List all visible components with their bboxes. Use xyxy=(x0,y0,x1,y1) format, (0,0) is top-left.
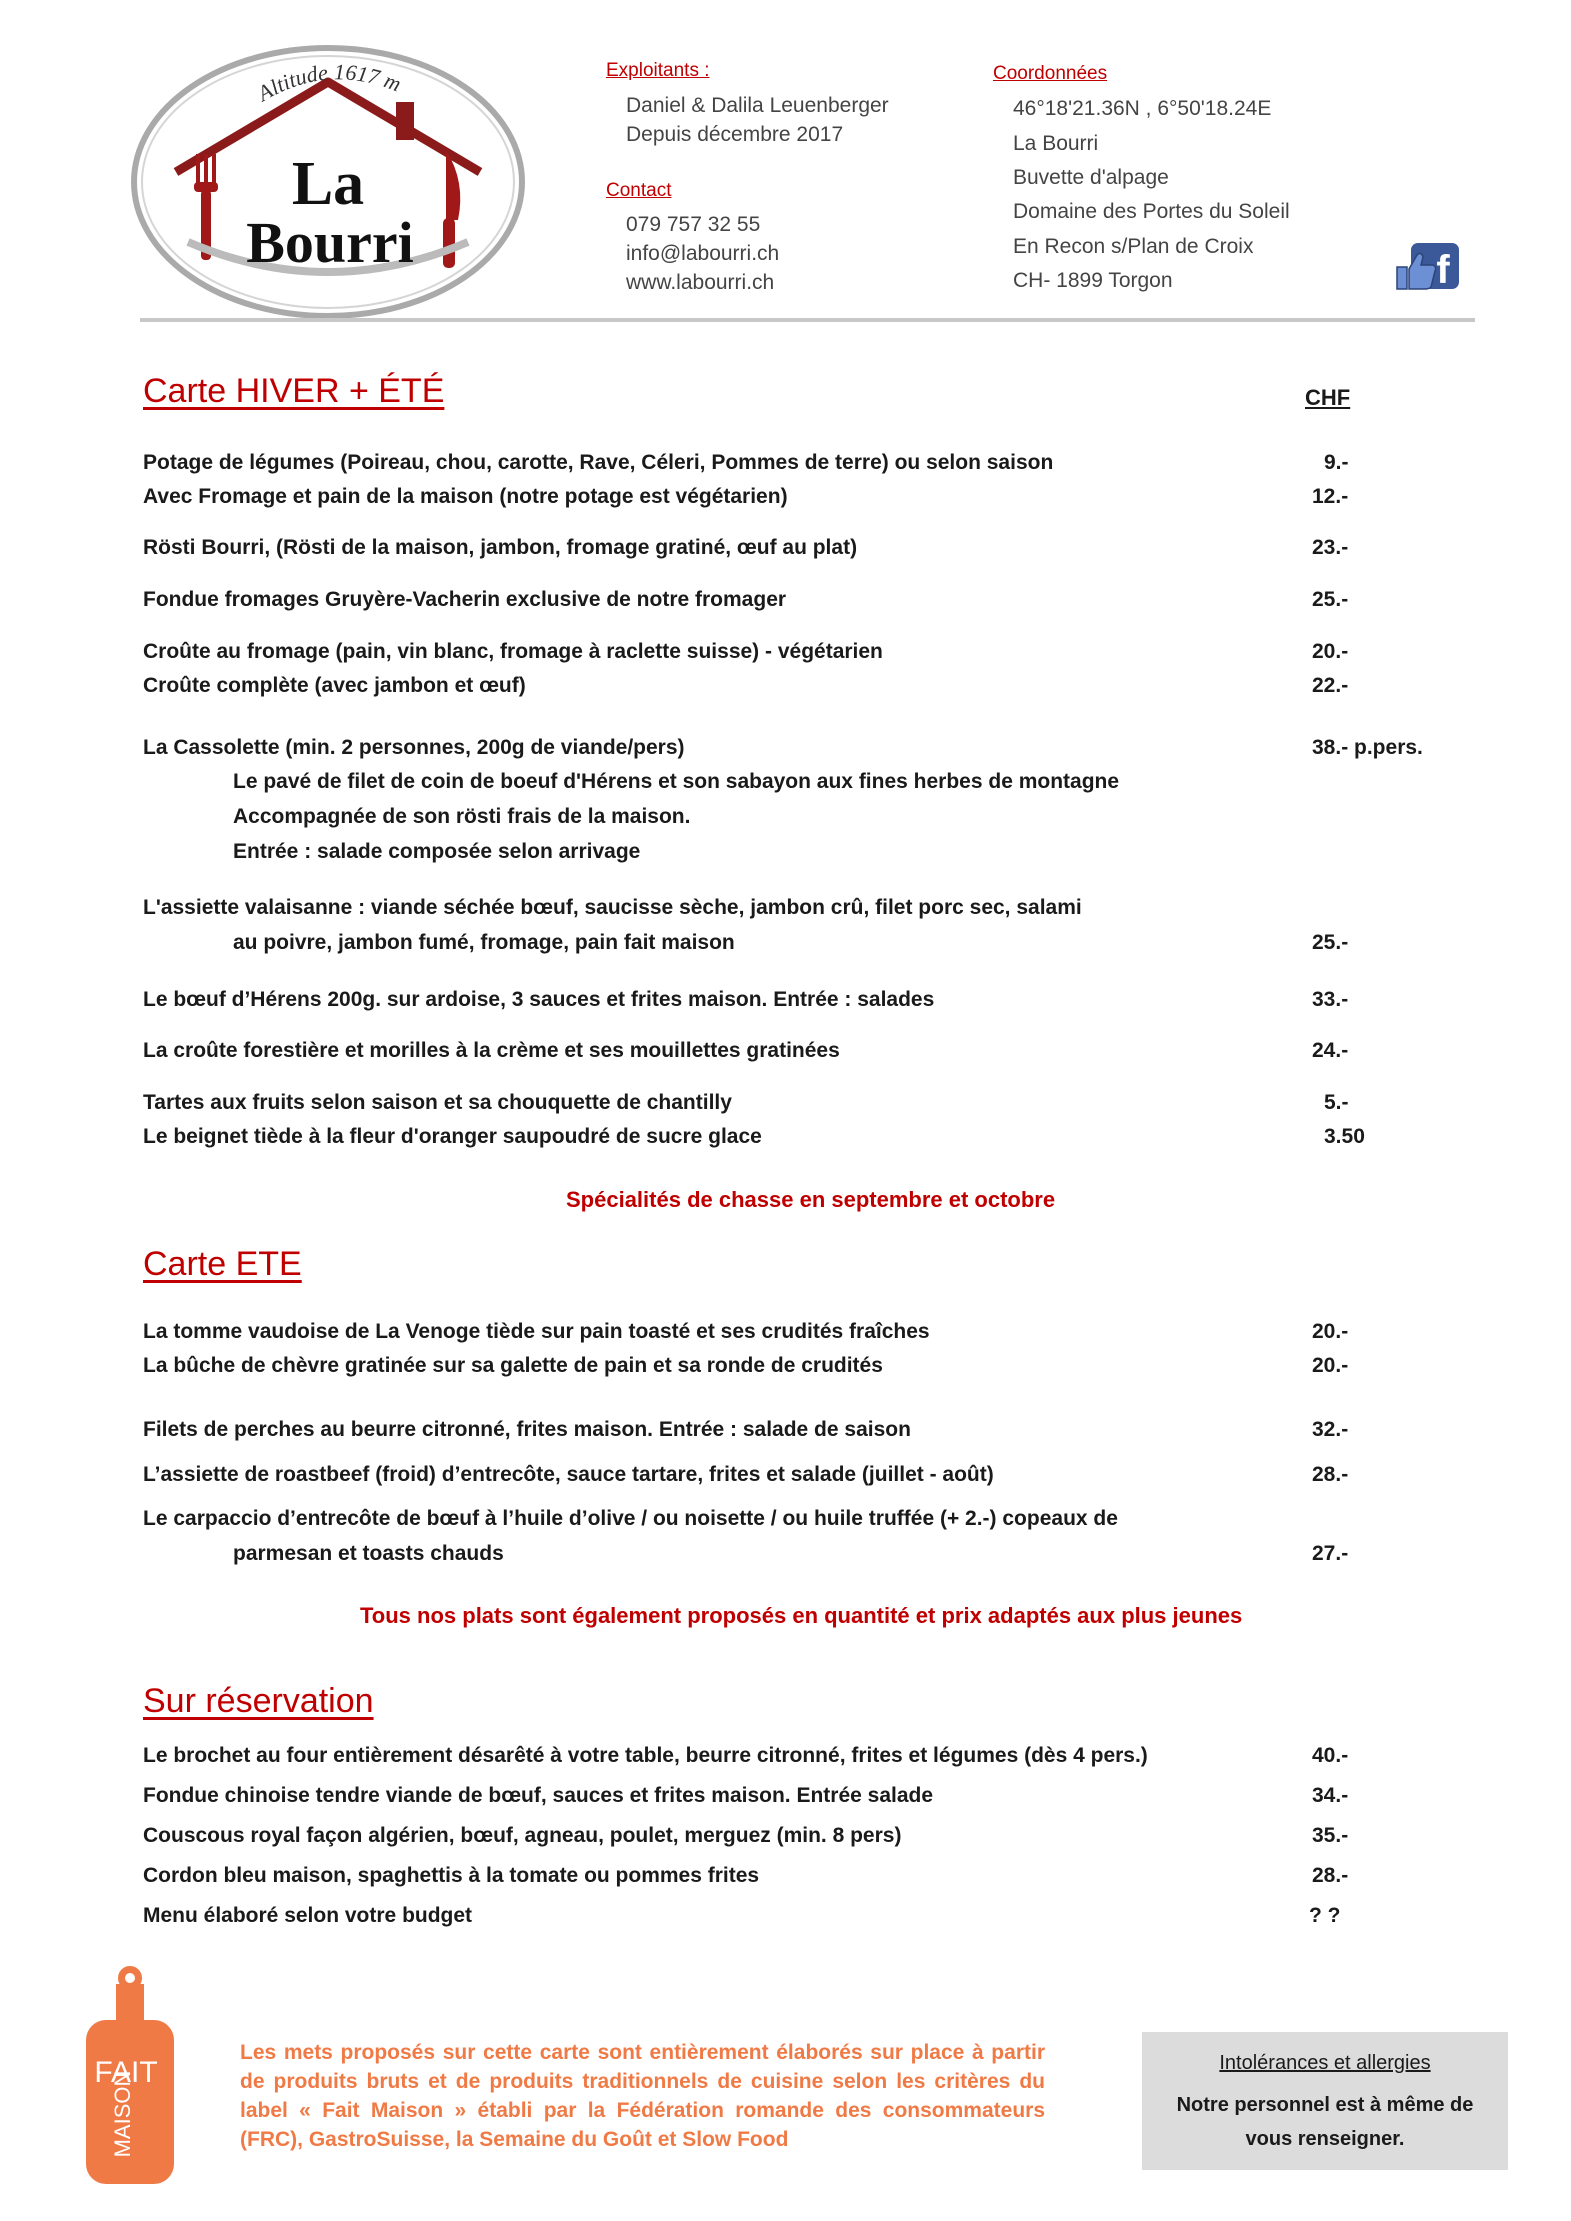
menu-price: 40.- xyxy=(1312,1744,1349,1767)
coordonnees-lieu: En Recon s/Plan de Croix xyxy=(1013,235,1254,258)
menu-item: Croûte complète (avec jambon et œuf) xyxy=(143,674,526,697)
coordonnees-type: Buvette d'alpage xyxy=(1013,166,1169,189)
menu-item: La Cassolette (min. 2 personnes, 200g de viande/pers) xyxy=(143,736,685,759)
exploitants-names: Daniel & Dalila Leuenberger xyxy=(626,94,889,117)
exploitants-title: Exploitants : xyxy=(606,60,710,81)
menu-price: ? ? xyxy=(1309,1904,1341,1927)
menu-item: Fondue fromages Gruyère-Vacherin exclusive de notre fromager xyxy=(143,588,787,611)
menu-price: 12.- xyxy=(1312,485,1349,508)
menu-price: 25.- xyxy=(1312,931,1349,954)
contact-phone[interactable]: 079 757 32 55 xyxy=(626,213,761,236)
menu-item: Rösti Bourri, (Rösti de la maison, jambon, fromage gratiné, œuf au plat) xyxy=(143,536,858,559)
menu-item: Menu élaboré selon votre budget xyxy=(143,1904,473,1927)
menu-item-detail: Accompagnée de son rösti frais de la maison. xyxy=(233,805,691,828)
menu-item: Potage de légumes (Poireau, chou, carotte, Rave, Céleri, Pommes de terre) ou selon saison xyxy=(143,451,1054,474)
menu-item: Croûte au fromage (pain, vin blanc, fromage à raclette suisse) - végétarien xyxy=(143,640,883,663)
la-bourri-logo xyxy=(128,42,528,322)
menu-item-detail: Entrée : salade composée selon arrivage xyxy=(233,840,641,863)
menu-price: 20.- xyxy=(1312,1354,1349,1377)
menu-item: Fondue chinoise tendre viande de bœuf, sauces et frites maison. Entrée salade xyxy=(143,1784,934,1807)
menu-item-detail: au poivre, jambon fumé, fromage, pain fait maison xyxy=(233,931,735,954)
children-portions-note: Tous nos plats sont également proposés en quantité et prix adaptés aux plus jeunes xyxy=(360,1603,1243,1628)
menu-item-detail: Le pavé de filet de coin de boeuf d'Hérens et son sabayon aux fines herbes de montagne xyxy=(233,770,1120,793)
menu-item: Couscous royal façon algérien, bœuf, agneau, poulet, merguez (min. 8 pers) xyxy=(143,1824,902,1847)
menu-item: L'assiette valaisanne : viande séchée bœuf, saucisse sèche, jambon crû, filet porc sec, salami xyxy=(143,896,1082,919)
coordonnees-title: Coordonnées xyxy=(993,63,1108,84)
menu-item: La bûche de chèvre gratinée sur sa galette de pain et sa ronde de crudités xyxy=(143,1354,883,1377)
menu-price: 23.- xyxy=(1312,536,1349,559)
contact-title: Contact xyxy=(606,180,672,201)
menu-item: Le beignet tiède à la fleur d'oranger saupoudré de sucre glace xyxy=(143,1125,762,1148)
allergy-title: Intolérances et allergies xyxy=(1219,2052,1431,2074)
menu-price: 32.- xyxy=(1312,1418,1349,1441)
section-title-ete: Carte ETE xyxy=(143,1245,302,1283)
allergy-info-box xyxy=(1142,2032,1508,2170)
menu-price: 35.- xyxy=(1312,1824,1349,1847)
menu-price: 27.- xyxy=(1312,1542,1349,1565)
coordonnees-domaine: Domaine des Portes du Soleil xyxy=(1013,200,1290,223)
menu-price: 25.- xyxy=(1312,588,1349,611)
menu-item: Le brochet au four entièrement désarêté à votre table, beurre citronné, frites et légumes (dès 4 pers.) xyxy=(143,1744,1148,1767)
menu-price: 38.- p.pers. xyxy=(1312,736,1423,759)
coordonnees-gps: 46°18'21.36N , 6°50'18.24E xyxy=(1013,97,1272,120)
contact-website[interactable]: www.labourri.ch xyxy=(626,271,775,294)
menu-price: 24.- xyxy=(1312,1039,1349,1062)
facebook-like-icon[interactable] xyxy=(1393,241,1463,293)
fait-maison-logo-line2: MAISON xyxy=(110,2070,135,2158)
allergy-text xyxy=(1142,2088,1508,2156)
fait-maison-statement: Les mets proposés sur cette carte sont entièrement élaborés sur place à partir de produits bruts et de produits traditionnels de cuisine selon les critères du label « Fait Maison » établi par la Fédération romande des consommateurs (FRC), GastroSuisse, la Semaine du Goût et Slow Food xyxy=(240,2041,1045,2151)
contact-email[interactable]: info@labourri.ch xyxy=(626,242,780,265)
exploitants-since: Depuis décembre 2017 xyxy=(626,123,844,146)
menu-price: 5.- xyxy=(1324,1091,1349,1114)
menu-price: 9.- xyxy=(1324,451,1349,474)
svg-text:f: f xyxy=(1436,248,1450,292)
logo-name-line2: Bourri xyxy=(246,210,414,275)
menu-item: Le carpaccio d’entrecôte de bœuf à l’huile d’olive / ou noisette / ou huile truffée (+ 2.-) copeaux de xyxy=(143,1507,1118,1530)
menu-item: Avec Fromage et pain de la maison (notre potage est végétarien) xyxy=(143,485,788,508)
menu-price: 3.50 xyxy=(1324,1125,1365,1148)
menu-price: 20.- xyxy=(1312,640,1349,663)
menu-item: Le bœuf d’Hérens 200g. sur ardoise, 3 sauces et frites maison. Entrée : salades xyxy=(143,988,935,1011)
header-divider xyxy=(140,318,1475,322)
menu-price: 34.- xyxy=(1312,1784,1349,1807)
logo-name-line1: La xyxy=(291,150,365,218)
menu-item: Tartes aux fruits selon saison et sa chouquette de chantilly xyxy=(143,1091,732,1114)
menu-item: La tomme vaudoise de La Venoge tiède sur pain toasté et ses crudités fraîches xyxy=(143,1320,930,1343)
allergy-text-line2: vous renseigner. xyxy=(1245,2128,1405,2150)
menu-item: Cordon bleu maison, spaghettis à la tomate ou pommes frites xyxy=(143,1864,760,1887)
fait-maison-logo-line1: FAIT xyxy=(94,2056,158,2089)
menu-price: 22.- xyxy=(1312,674,1349,697)
menu-item: La croûte forestière et morilles à la crème et ses mouillettes gratinées xyxy=(143,1039,840,1062)
menu-price: 33.- xyxy=(1312,988,1349,1011)
menu-item: L’assiette de roastbeef (froid) d’entrecôte, sauce tartare, frites et salade (juillet - août) xyxy=(143,1463,994,1486)
coordonnees-npa: CH- 1899 Torgon xyxy=(1013,269,1173,292)
menu-price: 20.- xyxy=(1312,1320,1349,1343)
menu-item: Filets de perches au beurre citronné, frites maison. Entrée : salade de saison xyxy=(143,1418,911,1441)
menu-price: 28.- xyxy=(1312,1463,1349,1486)
allergy-text-line1: Notre personnel est à même de xyxy=(1176,2094,1474,2116)
menu-item-detail: parmesan et toasts chauds xyxy=(233,1542,504,1565)
fait-maison-logo xyxy=(82,1964,178,2186)
section-title-reservation: Sur réservation xyxy=(143,1682,374,1720)
logo-altitude: Altitude 1617 m xyxy=(253,59,405,107)
menu-price: 28.- xyxy=(1312,1864,1349,1887)
coordonnees-name: La Bourri xyxy=(1013,132,1099,155)
section-title-hiver-ete: Carte HIVER + ÉTÉ xyxy=(143,372,445,410)
currency-header: CHF xyxy=(1305,385,1351,410)
hunting-specialities-note: Spécialités de chasse en septembre et octobre xyxy=(566,1187,1056,1212)
